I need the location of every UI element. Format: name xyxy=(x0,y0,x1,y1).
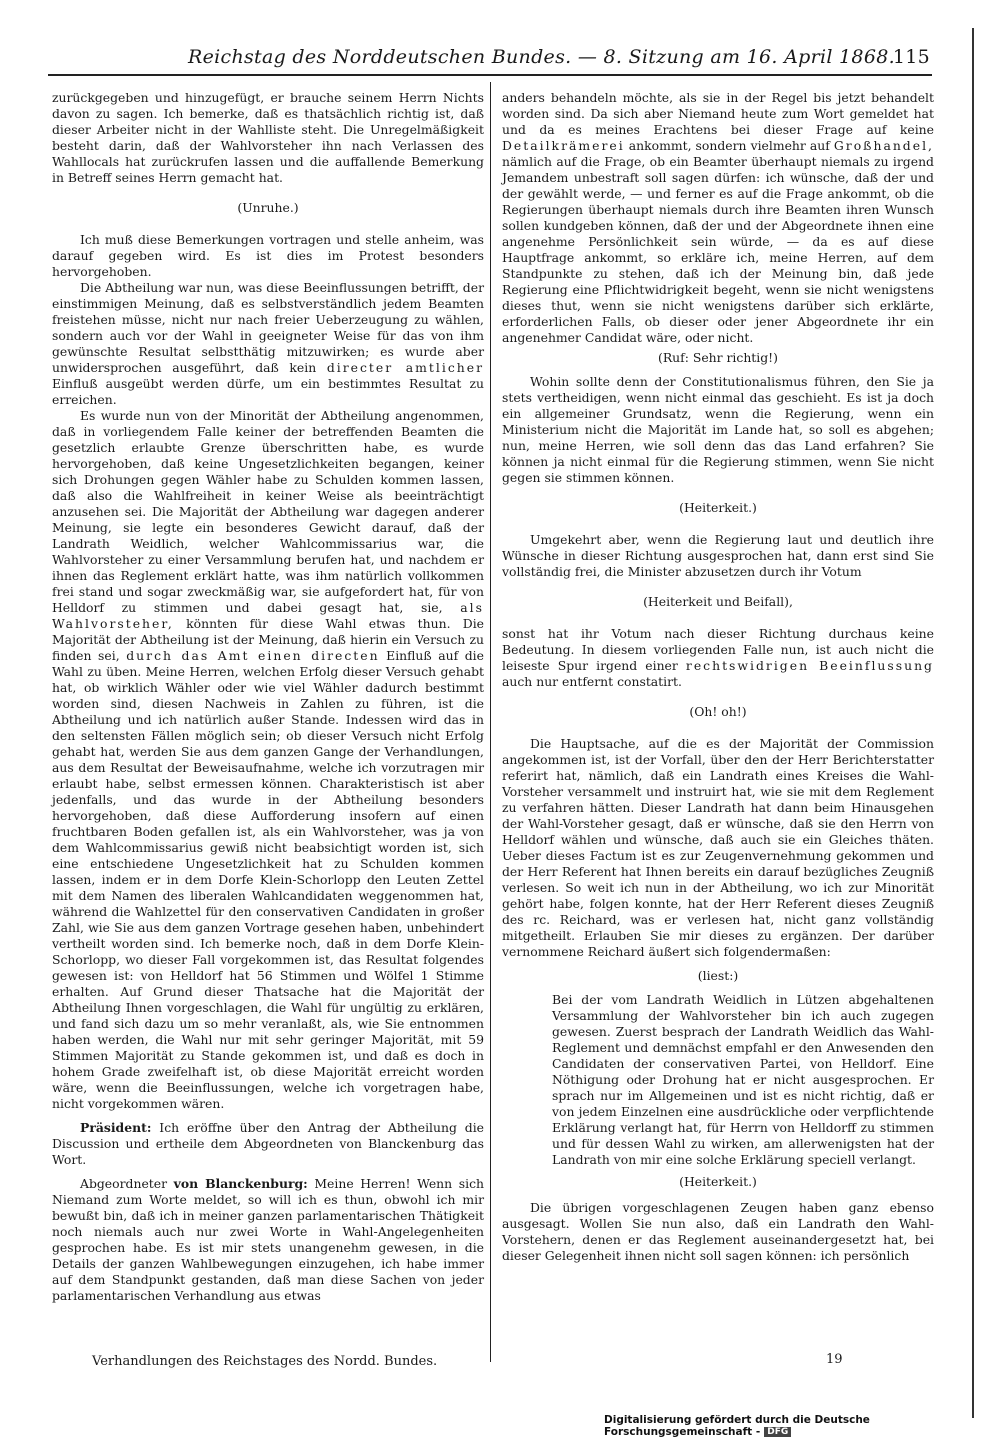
left-column xyxy=(52,90,484,1304)
footer-source: Verhandlungen des Reichstages des Nordd. Bundes. xyxy=(92,1354,438,1369)
quoted-testimony xyxy=(502,992,934,1168)
header-rule xyxy=(48,74,932,76)
paragraph: Präsident: Ich eröffne über den Antrag der Abtheilung die Discussion und ertheile dem Abgeordneten von Blanckenburg das Wort. xyxy=(52,1120,484,1167)
paragraph: Umgekehrt aber, wenn die Regierung laut und deutlich ihre Wünsche in dieser Richtung ausgesprochen hat, dann erst sind Sie vollständig frei, die Minister abzusetzen durch ihr Votum xyxy=(502,532,934,579)
emphasis: Großhandel, xyxy=(833,138,934,153)
interjection: (Heiterkeit.) xyxy=(679,1174,757,1189)
paragraph: Die Hauptsache, auf die es der Majorität der Commission angekommen ist, ist der Vorfall, über den der Herr Berichterstatter referirt hat, nämlich, daß ein Landrath eines Kreises die Wahl-Vorsteher versammelt und instruirt hat, wie sie mit dem Reglement zu verfahren hätten. Dieser Landrath hat dann beim Hinausgehen der Wahl-Vorsteher gesagt, daß er wünsche, daß sie den Herrn von Helldorf wählen und wünsche, daß auch sie ein Gleiches thäten. Ueber dieses Factum ist es zur Zeugenvernehmung gekommen und der Herr Referent hat Ihnen bereits ein darauf bezügliches Zeugniß verlesen. So weit ich nun in der Abtheilung, wo ich zur Minorität gehört habe, folgen konnte, hat der Herr Referent dieses Zeugniß des rc. Reichard, was er verlesen hat, nicht ganz vollständig mitgetheilt. Erlauben Sie mir dieses zu ergänzen. Der darüber vernommene Reichard äußert sich folgendermaßen: xyxy=(502,736,934,959)
paragraph: anders behandeln möchte, als sie in der Regel bis jetzt behandelt worden sind. Da sich aber Niemand heute zum Wort gemeldet hat und da es meines Erachtens bei dieser Frage auf keine Detailkrämerei ankommt, sondern vielmehr auf Großhandel, nämlich auf die Frage, ob ein Beamter überhaupt niemals zu irgend Jemandem unbestraft soll sagen dürfen: ich wünsche, daß der und der gewählt werde, — und ferner es auf die Frage ankommt, ob die Regierungen überhaupt niemals durch ihre Beamten ihren Wunsch sollen kundgeben können, daß der und der Abgeordnete ihnen eine angenehme Persönlichkeit sein würde, — da es auf diese Hauptfrage ankommt, so erkläre ich, meine Herren, auf dem Standpunkte zu stehen, daß ich der Meinung bin, daß jede Regierung eine Pflichtwidrigkeit begeht, wenn sie nicht wenigstens dieses thut, wenn sie nicht wenigstens darüber sich erklärte, erforderlichen Falls, ob dieser oder jener Abgeordnete ihr ein angenehmer Candidat wäre, oder nicht. xyxy=(502,90,934,345)
paragraph: Wohin sollte denn der Constitutionalismus führen, den Sie ja stets vertheidigen, wenn nicht einmal das geschieht. Es ist ja doch ein allgemeiner Grundsatz, wenn die Regierung, wenn ein Ministerium nicht die Majorität im Lande hat, so soll es abgehen; nun, meine Herren, wie soll denn das das Land erfahren? Sie können ja nicht einmal für die Regierung stimmen, wenn Sie nicht gegen sie stimmen können. xyxy=(502,374,934,485)
paragraph: Es wurde nun von der Minorität der Abtheilung angenommen, daß in vorliegendem Falle keiner der betreffenden Beamten die gesetzlich erlaubte Grenze überschritten habe, es wurde hervorgehoben, daß keine Ungesetzlichkeiten begangen, keiner sich Drohungen gegen Wähler habe zu Schulden kommen lassen, daß also die Wahlfreiheit in keiner Weise als beeinträchtigt anzusehen sei. Die Majorität der Abtheilung war dagegen anderer Meinung, sie legte ein besonderes Gewicht darauf, daß der Landrath Weidlich, welcher Wahlcommissarius war, die Wahlvorsteher zu einer Versammlung berufen hat, und nachdem er ihnen das Reglement erklärt hatte, was ihm natürlich vollkommen frei stand und sogar zweckmäßig war, sie aufgefordert hat, für von Helldorf zu stimmen und dabei gesagt hat, sie, als Wahlvorsteher, könnten für diese Wahl etwas thun. Die Majorität der Abtheilung ist der Meinung, daß hierin ein Versuch zu finden sei, durch das Amt einen directen Einfluß auf die Wahl zu üben. Meine Herren, welchen Erfolg dieser Versuch gehabt hat, ob wirklich Wähler oder wie viel Wähler dadurch bestimmt worden sind, diesen Nachweis in Zahlen zu führen, ist die Abtheilung und ich natürlich außer Stande. Indessen wird das in den seltensten Fällen möglich sein; ob dieser Versuch nicht Erfolg gehabt hat, werden Sie aus dem ganzen Gange der Verhandlungen, aus dem Resultat der Beweisaufnahme, welche ich vorzutragen mir erlaubt habe, selbst ermessen können. Charakteristisch ist aber jedenfalls, und das wurde in der Abtheilung besonders hervorgehoben, daß diese Aufforderung insofern auf einen fruchtbaren Boden gefallen ist, als ein Wahlvorsteher, was ja von dem Wahlcommissarius gewiß nicht beabsichtigt worden ist, sich eine entschiedene Ungesetzlichkeit hat zu Schulden kommen lassen, indem er in dem Dorfe Klein-Schorlopp den Leuten Zettel mit dem Namen des liberalen Wahlcandidaten weggenommen hat, während die Wahlzettel für den conservativen Candidaten in großer Zahl, wie Sie aus dem ganzen Vortrage gesehen haben, unbehindert vertheilt worden sind. Ich bemerke noch, daß in dem Dorfe Klein-Schorlopp, wo dieser Fall vorgekommen ist, das Resultat folgendes gewesen ist: von Helldorf hat 56 Stimmen und Wölfel 1 Stimme erhalten. Auf Grund dieser Thatsache hat die Majorität der Abtheilung Ihnen vorgeschlagen, die Wahl für ungültig zu erklären, und fand sich dazu um so mehr veranlaßt, als, wie Sie entnommen haben werden, die Wahl nur mit sehr geringer Majorität, mit 59 Stimmen Majorität zu Stande gekommen ist, und daß es doch in hohem Grade zweifelhaft ist, ob diese Majorität erreicht worden wäre, wenn die Beeinflussungen, welche ich vorgetragen habe, nicht vorgekommen wären. xyxy=(52,408,484,1111)
sheet-number: 19 xyxy=(826,1352,843,1367)
running-header xyxy=(40,44,930,74)
credit-text: Digitalisierung gefördert durch die Deutsche Forschungsgemeinschaft - xyxy=(604,1414,870,1438)
page-number: 115 xyxy=(892,46,930,68)
emphasis: als Wahlvorsteher, xyxy=(52,600,484,631)
interjection: (liest:) xyxy=(697,968,739,983)
paragraph: Abgeordneter von Blanckenburg: Meine Herren! Wenn sich Niemand zum Worte meldet, so will ich es thun, obwohl ich mir bewußt bin, daß ich in meiner ganzen parlamentarischen Thätigkeit noch niemals auch nur zwei Worte in Wahl-Angelegenheiten gesprochen habe. Es ist mir stets unangenehm gewesen, in die Details der ganzen Wahlbewegungen einzugehen, ich habe immer auf dem Standpunkt gestanden, daß man diese Sachen von jeder parlamentarischen Verhandlung aus etwas xyxy=(52,1176,484,1303)
emphasis: durch das Amt einen directen xyxy=(126,648,380,663)
paragraph: Die übrigen vorgeschlagenen Zeugen haben ganz ebenso ausgesagt. Wollen Sie nun also, daß ein Landrath den Wahl-Vorstehern, denen er das Reglement auseinandergesetzt hat, bei dieser Gelegenheit ihnen nicht soll sagen können: ich persönlich xyxy=(502,1200,934,1263)
digitization-credit xyxy=(604,1414,1000,1438)
header-title: Reichstag des Norddeutschen Bundes. — 8. Sitzung am 16. April 1868. xyxy=(188,46,895,68)
interjection: (Heiterkeit.) xyxy=(679,500,757,515)
speaker-name: Präsident: xyxy=(80,1120,152,1135)
interjection: (Oh! oh!) xyxy=(689,704,747,719)
paragraph: Ich muß diese Bemerkungen vortragen und stelle anheim, was darauf gegeben wird. Es ist dies im Protest besonders hervorgehoben. xyxy=(52,232,484,279)
paragraph: sonst hat ihr Votum nach dieser Richtung durchaus keine Bedeutung. In diesem vorliegenden Falle nun, ist auch nicht die leiseste Spur irgend einer rechtswidrigen Beeinflussung auch nur entfernt constatirt. xyxy=(502,626,934,689)
paragraph: zurückgegeben und hinzugefügt, er brauche seinem Herrn Nichts davon zu sagen. Ich bemerke, daß es thatsächlich richtig ist, daß dieser Arbeiter nicht in der Wahlliste steht. Die Unregelmäßigkeit besteht darin, daß der Wahlvorsteher ihn nach Verlassen des Wahllocals hat zurückrufen lassen und die auffallende Bemerkung in Betreff seines Herrn gemacht hat. xyxy=(52,90,484,185)
dfg-logo: DFG xyxy=(764,1427,791,1437)
interjection: (Heiterkeit und Beifall), xyxy=(643,594,793,609)
emphasis: Detailkrämerei xyxy=(502,138,625,153)
paragraph: Die Abtheilung war nun, was diese Beeinflussungen betrifft, der einstimmigen Meinung, daß es selbstverständlich jedem Beamten freistehen müsse, nicht nur nach freier Ueberzeugung zu wählen, sondern auch vor der Wahl in geeigneter Weise für das von ihm gewünschte Resultat selbstthätig mitzuwirken; es wurde aber unwidersprochen ausgeführt, daß kein directer amtlicher Einfluß ausgeübt werden dürfe, um ein bestimmtes Resultat zu erreichen. xyxy=(52,280,484,407)
interjection: (Unruhe.) xyxy=(237,200,299,215)
paragraph: Bei der vom Landrath Weidlich in Lützen abgehaltenen Versammlung der Wahlvorsteher bin ich auch zugegen gewesen. Zuerst besprach der Landrath Weidlich das Wahl-Reglement und demnächst empfahl er den Anwesenden den Candidaten der conservativen Partei, von Helldorf. Eine Nöthigung oder Drohung hat er nicht ausgesprochen. Er sprach nur im Allgemeinen und ist es nicht richtig, daß er von jedem Einzelnen eine ausdrückliche oder verpflichtende Erklärung verlangt hat, für Herrn von Helldorff zu stimmen und für dessen Wahl zu wirken, am allerwenigsten hat der Landrath von mir eine solche Erklärung speciell verlangt. xyxy=(552,992,934,1167)
right-column xyxy=(502,90,934,1264)
emphasis: directer amtlicher xyxy=(326,360,484,375)
interjection: (Ruf: Sehr richtig!) xyxy=(658,350,778,365)
speaker-name: von Blanckenburg: xyxy=(173,1176,308,1191)
column-divider xyxy=(490,82,491,1362)
emphasis: rechtswidrigen Beeinflussung xyxy=(685,658,934,673)
